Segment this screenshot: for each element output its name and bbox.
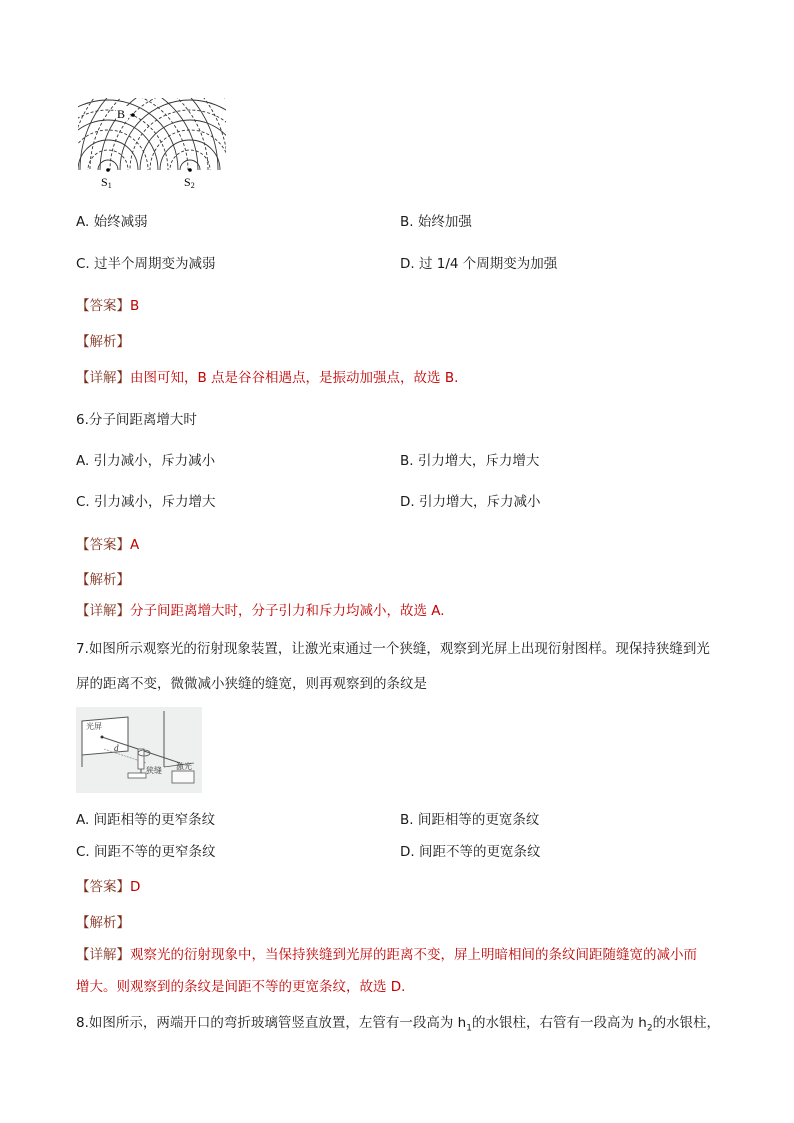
h2-subscript: 2: [646, 1023, 653, 1034]
h1-subscript: 1: [466, 1023, 472, 1034]
q7-option-b: B. 间距相等的更宽条纹: [400, 812, 540, 828]
q5-detail: [76, 368, 458, 388]
detail-text: 由图可知，B 点是谷谷相遇点，是振动加强点，故选 B.: [130, 370, 459, 386]
q7-option-a: A. 间距相等的更窄条纹: [76, 812, 216, 828]
source-s1-label: S1: [101, 175, 112, 190]
q7-stem-line2: 屏的距离不变，微微减小狭缝的缝宽，则再观察到的条纹是: [76, 676, 427, 692]
q7-detail-line1: [76, 945, 697, 965]
q6-analysis-tag: 【解析】: [76, 572, 130, 588]
q6-detail: [76, 601, 445, 621]
q8-stem-part1: 8.如图所示，两端开口的弯折玻璃管竖直放置，左管有一段高为 h: [76, 1015, 467, 1031]
source-s2-label: S2: [184, 175, 195, 190]
slit-plate: [138, 749, 144, 769]
q6-option-b: B. 引力增大，斥力增大: [400, 453, 540, 469]
q6-answer: [76, 535, 139, 555]
laser-label: 激光: [176, 762, 192, 771]
q5-option-a: A. 始终减弱: [76, 214, 148, 230]
answer-tag: 【答案】: [76, 879, 130, 895]
q7-option-d: D. 间距不等的更宽条纹: [400, 844, 541, 860]
q7-answer: [76, 877, 140, 897]
detail-text: 观察光的衍射现象中，当保持狭缝到光屏的距离不变，屏上明暗相间的条纹间距随缝宽的减小而: [130, 947, 697, 963]
q5-analysis-tag: 【解析】: [76, 334, 130, 350]
q7-option-c: C. 间距不等的更窄条纹: [76, 844, 216, 860]
answer-value: D: [130, 879, 141, 895]
source-s2-dot: [188, 168, 192, 172]
q8-stem: [76, 1013, 720, 1039]
diffraction-setup-figure: [76, 707, 202, 793]
q7-detail-line2: 增大。则观察到的条纹是间距不等的更宽条纹，故选 D.: [76, 979, 406, 995]
detail-text: 分子间距离增大时，分子引力和斥力均减小，故选 A.: [130, 603, 445, 619]
q7-stem-line1: 7.如图所示观察光的衍射现象装置，让激光束通过一个狭缝，观察到光屏上出现衍射图样。现保持狭缝到光: [76, 641, 710, 657]
answer-value: A: [130, 537, 140, 553]
q6-stem: 6.分子间距离增大时: [76, 412, 197, 428]
q6-option-a: A. 引力减小，斥力减小: [76, 453, 216, 469]
source-s1-dot: [106, 168, 110, 172]
answer-tag: 【答案】: [76, 298, 130, 314]
q5-answer: [76, 296, 139, 316]
answer-value: B: [130, 298, 140, 314]
point-b-label: B: [117, 107, 126, 121]
q5-option-d: D. 过 1/4 个周期变为加强: [400, 256, 558, 272]
laser-box: [172, 771, 194, 783]
distance-d-label: d: [114, 743, 119, 753]
q8-stem-part2: 的水银柱，右管有一段高为 h: [471, 1015, 647, 1031]
detail-tag: 【详解】: [76, 603, 130, 619]
interference-figure: [78, 98, 226, 190]
q8-stem-part3: 的水银柱，: [652, 1015, 721, 1031]
detail-tag: 【详解】: [76, 370, 130, 386]
detail-tag: 【详解】: [76, 947, 130, 963]
q5-option-c: C. 过半个周期变为减弱: [76, 256, 216, 272]
q7-analysis-tag: 【解析】: [76, 915, 130, 931]
q6-option-d: D. 引力增大，斥力减小: [400, 494, 541, 510]
point-b-dot: [131, 113, 135, 117]
answer-tag: 【答案】: [76, 537, 130, 553]
q5-option-b: B. 始终加强: [400, 214, 472, 230]
q6-option-c: C. 引力减小，斥力增大: [76, 494, 216, 510]
slit-label: 狭缝: [146, 766, 162, 775]
light-screen-label: 光屏: [86, 722, 102, 731]
